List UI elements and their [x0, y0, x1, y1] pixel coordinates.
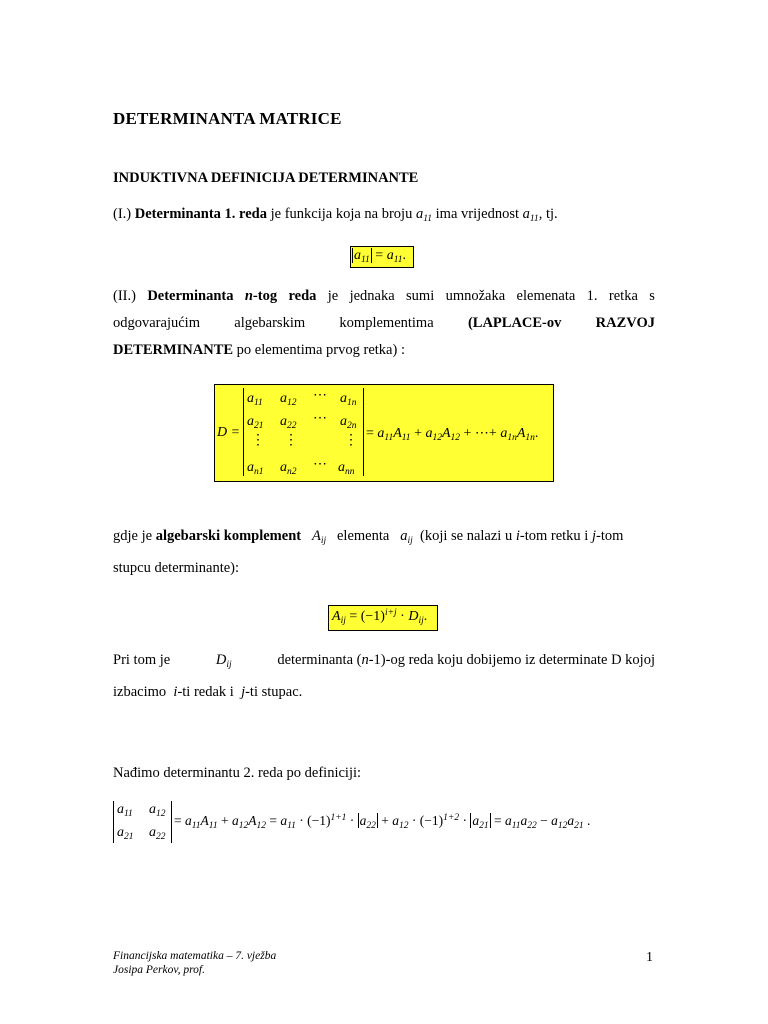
pri-tom-line2: izbacimo i-ti redak i j-ti stupac.	[113, 684, 303, 700]
example-intro: Nađimo determinantu 2. reda po definiciji:	[113, 765, 362, 781]
matrix-entry: ⋮	[344, 433, 358, 448]
determinant-bar-left	[243, 388, 244, 476]
det2-bar-left	[113, 801, 114, 843]
definition-2-line3: DETERMINANTE po elementima prvog retka) :	[113, 342, 405, 358]
definition-2-line2: odgovarajućim algebarskim komplementima (LAPLACE-ov RAZVOJ	[113, 315, 655, 331]
matrix-entry: $a_{nn}$	[338, 460, 355, 477]
formula-complement: $A_{ij} = (-1)^{i+j} \cdot D_{ij}$.	[332, 608, 428, 626]
footer-course: Financijska matematika – 7. vježba	[113, 950, 277, 962]
matrix-entry: $a_{12}$	[280, 391, 297, 408]
footer-author: Josipa Perkov, prof.	[113, 964, 205, 976]
matrix-entry: $a_{21}$	[117, 825, 134, 842]
matrix-entry: $a_{11}$	[247, 391, 263, 408]
matrix-entry: $a_{22}$	[280, 414, 297, 431]
definition-2-line1: (II.) Determinanta n-tog reda je jednaka sumi umnožaka elemenata 1. retka s	[113, 288, 655, 304]
page-title: DETERMINANTA MATRICE	[113, 109, 342, 128]
section-heading: INDUKTIVNA DEFINICIJA DETERMINANTE	[113, 170, 419, 186]
page-number: 1	[646, 950, 653, 965]
matrix-entry: $a_{n2}$	[280, 460, 297, 477]
matrix-entry: ⋯	[313, 388, 327, 403]
matrix-entry: ⋮	[251, 433, 265, 448]
matrix-entry: ⋮	[284, 433, 298, 448]
det2-bar-right	[171, 801, 172, 843]
determinant-symbol: D =	[217, 425, 241, 440]
matrix-entry: $a_{11}$	[117, 802, 133, 819]
matrix-entry: $a_{22}$	[149, 825, 166, 842]
definition-1: (I.) Determinanta 1. reda je funkcija koja na broju $a_{11}$ ima vrijednost $a_{11}$, tj.	[113, 206, 558, 224]
det2-expansion: = $a_{11}A_{11} + a_{12}A_{12} = a_{11} \cdot (-1)^{1+1} \cdot a_{22} + a_{12} \cdot (-1)^{1+2} \cdot a_{21} = a_{11}a_{22} - a_{12}a_{21}$ .	[174, 813, 591, 831]
matrix-entry: $a_{n1}$	[247, 460, 264, 477]
algebraic-complement-line2: stupcu determinante):	[113, 560, 240, 576]
determinant-bar-right	[363, 388, 364, 476]
formula-det1: $a_{11} = a_{11}$.	[354, 248, 406, 265]
algebraic-complement-line1: gdje je algebarski komplement $A_{ij}$ elementa $a_{ij}$ (koji se nalazi u i-tom retku i j-tom	[113, 528, 624, 546]
matrix-entry: $a_{2n}$	[340, 414, 357, 431]
pri-tom-line1: Pri tom je $D_{ij}$ determinanta (n-1)-og reda koju dobijemo iz determinate D kojoj	[113, 652, 655, 670]
matrix-entry: ⋯	[313, 411, 327, 426]
laplace-expansion: = $a_{11}A_{11} + a_{12}A_{12}$ + ⋯+ $a_{1n}A_{1n}$.	[366, 426, 539, 443]
matrix-entry: ⋯	[313, 457, 327, 472]
matrix-entry: $a_{1n}$	[340, 391, 357, 408]
matrix-entry: $a_{12}$	[149, 802, 166, 819]
matrix-entry: $a_{21}$	[247, 414, 264, 431]
